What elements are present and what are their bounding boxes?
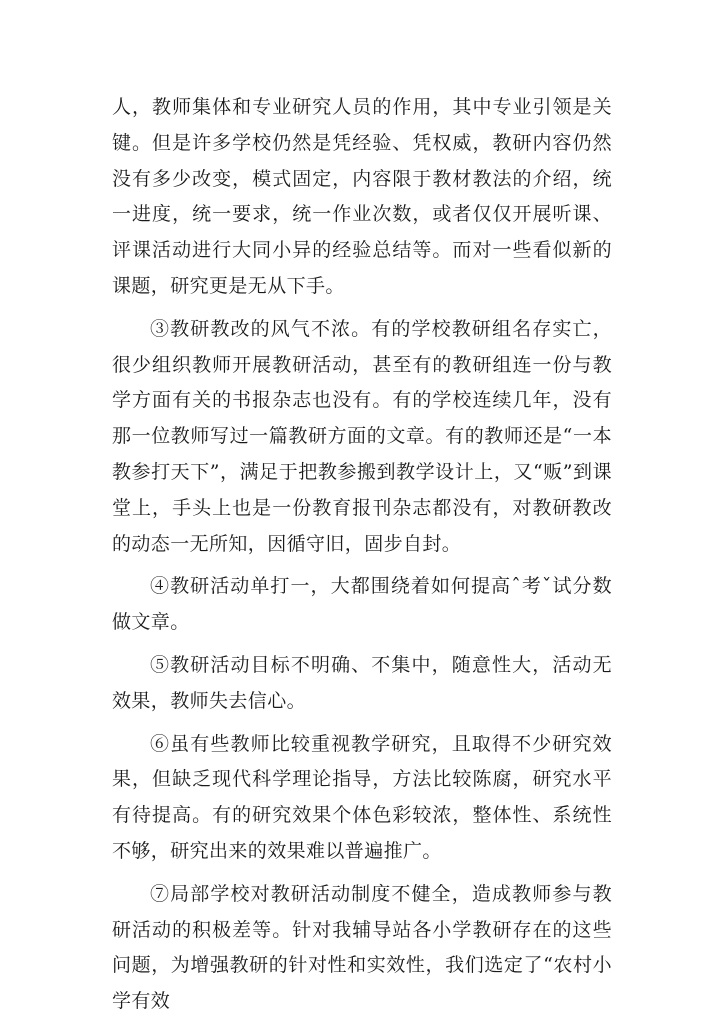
document-body — [112, 90, 612, 1027]
paragraph-item-7: ⑦局部学校对教研活动制度不健全，造成教师参与教研活动的积极差等。针对我辅导站各小学教研存在的这些问题，为增强教研的针对性和实效性，我们选定了“农村小学有效 — [112, 882, 612, 1013]
paragraph-item-5: ⑤教研活动目标不明确、不集中，随意性大，活动无效果，教师失去信心。 — [112, 653, 612, 712]
paragraph-item-4: ④教研活动单打一，大都围绕着如何提高ˆ考ˇ试分数做文章。 — [112, 575, 612, 634]
paragraph-item-6: ⑥虽有些教师比较重视教学研究，且取得不少研究效果，但缺乏现代科学理论指导，方法比较陈腐，研究水平有待提高。有的研究效果个体色彩较浓，整体性、系统性不够，研究出来的效果难以普遍推广。 — [112, 732, 612, 862]
paragraph-item-3: ③教研教改的风气不浓。有的学校教研组名存实亡，很少组织教师开展教研活动，甚至有的教研组连一份与教学方面有关的书报杂志也没有。有的学校连续几年，没有那一位教师写过一篇教研方面的文章。有的教师还是“一本教参打天下”，满足于把教参搬到教学设计上，又“贩”到课堂上，手头上也是一份教育报刊杂志都没有，对教研教改的动态一无所知，因循守旧，固步自封。 — [112, 317, 612, 555]
paragraph-intro: 人，教师集体和专业研究人员的作用，其中专业引领是关键。但是许多学校仍然是凭经验、凭权威，教研内容仍然没有多少改变，模式固定，内容限于教材教法的介绍，统一进度，统一要求，统一作业次数，或者仅仅开展听课、评课活动进行大同小异的经验总结等。而对一些看似新的课题，研究更是无从下手。 — [112, 96, 612, 297]
